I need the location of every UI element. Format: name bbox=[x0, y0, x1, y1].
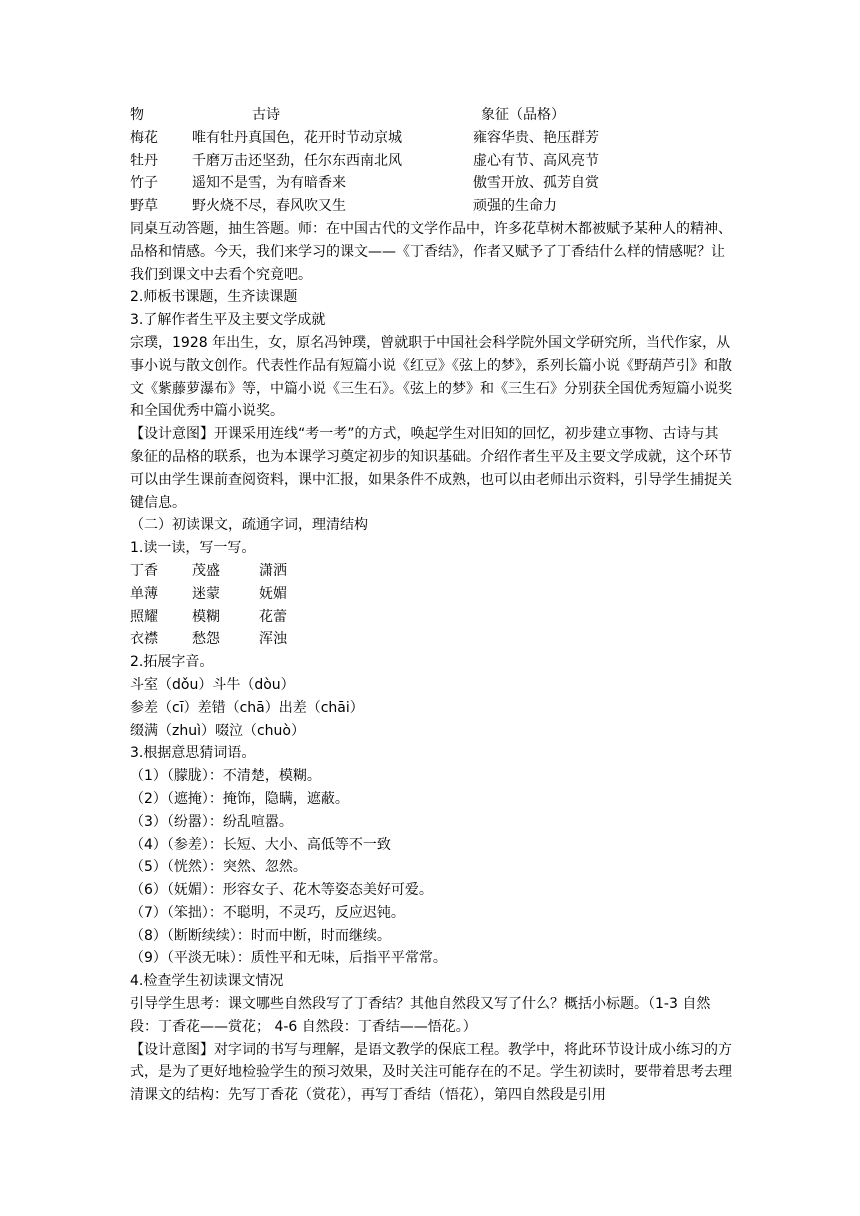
guess-item: （7）（笨拙）：不聪明，不灵巧，反应迟钝。 bbox=[130, 904, 405, 921]
word: 迷蒙 bbox=[192, 585, 220, 602]
word: 花蕾 bbox=[259, 608, 287, 625]
table-cell: 虚心有节、高风亮节 bbox=[473, 152, 599, 169]
table-cell: 遥知不是雪，为有暗香来 bbox=[192, 175, 346, 192]
table-cell: 傲雪开放、孤芳自赏 bbox=[473, 175, 599, 192]
paragraph-intro: 同桌互动答题，抽生答题。师：在中国古代的文学作品中，许多花草树木都被赋予某种人的精神、品格和情感。今天，我们来学习的课文——《丁香结》，作者又赋予了丁香结什么样的情感呢？让我们到课文中去看个究竟吧。 bbox=[130, 220, 732, 283]
table-cell: 野草 bbox=[130, 198, 158, 215]
step-heading: 4.检查学生初读课文情况 bbox=[130, 973, 284, 990]
table-cell: 野火烧不尽，春风吹又生 bbox=[192, 198, 346, 215]
step-heading: 3.了解作者生平及主要文学成就 bbox=[130, 312, 326, 329]
guess-item: （8）（断断续续）：时而中断，时而继续。 bbox=[130, 927, 391, 944]
word-row bbox=[130, 583, 732, 606]
word: 衣襟 bbox=[130, 631, 158, 648]
word-row bbox=[130, 606, 732, 629]
word: 茂盛 bbox=[192, 562, 220, 579]
table-cell: 牡丹 bbox=[130, 152, 158, 169]
table-row bbox=[130, 150, 732, 173]
word: 丁香 bbox=[130, 562, 158, 579]
paragraph-design-intent-2: 【设计意图】对字词的书写与理解，是语文教学的保底工程。教学中，将此环节设计成小练习的方式，是为了更好地检验学生的预习效果，及时关注可能存在的不足。学生初读时，要带着思考去理清课文的结构：先写丁香花（赏花），再写丁香结（悟花），第四自然段是引用 bbox=[130, 1041, 732, 1104]
step-heading: 1.读一读，写一写。 bbox=[130, 540, 256, 557]
table-cell: 顽强的生命力 bbox=[473, 198, 557, 215]
word-row bbox=[130, 560, 732, 583]
table-row bbox=[130, 195, 732, 218]
document-body bbox=[130, 104, 732, 1107]
word: 模糊 bbox=[192, 608, 220, 625]
table-cell: 雍容华贵、艳压群芳 bbox=[473, 129, 599, 146]
guess-item: （3）（纷嚣）：纷乱喧嚣。 bbox=[130, 813, 293, 830]
table-row bbox=[130, 127, 732, 150]
pronunciation-line: 斗室（dǒu）斗牛（dòu） bbox=[130, 676, 295, 693]
table-cell: 千磨万击还坚劲，任尔东西南北风 bbox=[192, 152, 402, 169]
table-header-cell: 古诗 bbox=[252, 107, 280, 123]
paragraph-guide: 引导学生思考：课文哪些自然段写了丁香结？其他自然段又写了什么？概括小标题。（1-3 自然段：丁香花——赏花； 4-6 自然段：丁香结——悟花。） bbox=[130, 996, 711, 1035]
word-row bbox=[130, 628, 732, 651]
guess-item: （2）（遮掩）：掩饰，隐瞒，遮蔽。 bbox=[130, 790, 349, 807]
table-header bbox=[130, 104, 732, 127]
paragraph-author: 宗璞，1928 年出生，女，原名冯钟璞，曾就职于中国社会科学院外国文学研究所，当代作家，从事小说与散文创作。代表性作品有短篇小说《红豆》《弦上的梦》，系列长篇小说《野葫芦引》和散文《紫藤萝瀑布》等，中篇小说《三生石》。《弦上的梦》和《三生石》分别获全国优秀短篇小说奖和全国优秀中篇小说奖。 bbox=[130, 334, 732, 420]
word: 妩媚 bbox=[259, 585, 287, 602]
pronunciation-line: 缀满（zhuì）啜泣（chuò） bbox=[130, 722, 305, 739]
word: 照耀 bbox=[130, 608, 158, 625]
word: 愁怨 bbox=[192, 631, 220, 648]
table-cell: 梅花 bbox=[130, 129, 158, 146]
step-heading: 2.拓展字音。 bbox=[130, 654, 214, 671]
guess-item: （1）（朦胧）：不清楚，模糊。 bbox=[130, 768, 321, 785]
table-cell: 竹子 bbox=[130, 175, 158, 192]
table-cell: 唯有牡丹真国色，花开时节动京城 bbox=[192, 129, 402, 146]
table-header-cell: 象征（品格） bbox=[481, 107, 565, 123]
guess-item: （9）（平淡无味）：质性平和无味，后指平平常常。 bbox=[130, 950, 447, 967]
step-heading: 3.根据意思猜词语。 bbox=[130, 745, 256, 762]
step-heading: 2.师板书课题，生齐读课题 bbox=[130, 289, 298, 306]
guess-item: （6）（妩媚）：形容女子、花木等姿态美好可爱。 bbox=[130, 882, 433, 899]
guess-item: （5）（恍然）：突然、忽然。 bbox=[130, 859, 307, 876]
pronunciation-line: 参差（cī）差错（chā）出差（chāi） bbox=[130, 699, 364, 716]
section-heading: （二）初读课文，疏通字词，理清结构 bbox=[130, 517, 368, 534]
table-row bbox=[130, 172, 732, 195]
table-header-cell: 物 bbox=[130, 107, 144, 123]
word: 潇洒 bbox=[259, 562, 287, 579]
guess-item: （4）（参差）：长短、大小、高低等不一致 bbox=[130, 836, 391, 853]
word: 单薄 bbox=[130, 585, 158, 602]
word: 浑浊 bbox=[259, 631, 287, 648]
paragraph-design-intent: 【设计意图】开课采用连线“考一考”的方式，唤起学生对旧知的回忆，初步建立事物、古诗与其象征的品格的联系，也为本课学习奠定初步的知识基础。介绍作者生平及主要文学成就，这个环节可以由学生课前查阅资料，课中汇报，如果条件不成熟，也可以由老师出示资料，引导学生捕捉关键信息。 bbox=[130, 426, 732, 511]
